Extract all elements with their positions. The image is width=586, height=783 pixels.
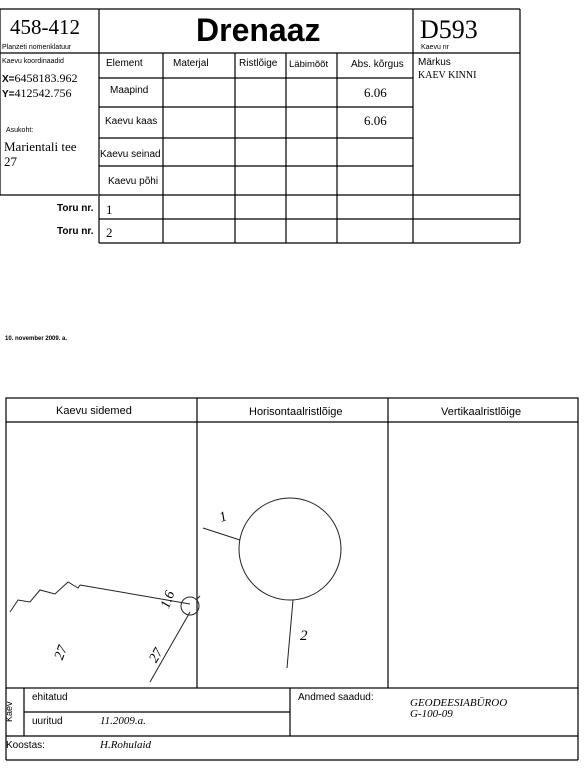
col-header-horizontal: Horisontaalristlõige bbox=[249, 406, 343, 418]
page-title: Drenaaz bbox=[196, 12, 321, 48]
location-line1: Marientali tee bbox=[4, 139, 77, 154]
location-label: Asukoht: bbox=[6, 127, 34, 134]
sketch-mark-pipe-2: 2 bbox=[300, 628, 308, 644]
remarks-label: Märkus bbox=[418, 57, 451, 68]
data-source-label: Andmed saadud: bbox=[298, 692, 374, 703]
col-header-connections: Kaevu sidemed bbox=[56, 405, 132, 417]
plan-code-label: Planzeti nomenklatuur bbox=[2, 44, 72, 51]
author-label: Koostas: bbox=[6, 740, 45, 751]
coordinate-y-value: 412542.756 bbox=[14, 86, 72, 100]
coordinate-y bbox=[2, 86, 72, 101]
well-code: D593 bbox=[420, 15, 478, 44]
coordinate-y-label: Y= bbox=[2, 89, 15, 100]
pipe-value-2: 2 bbox=[106, 225, 113, 240]
row-value-lid: 6.06 bbox=[364, 113, 387, 128]
pipe-label-1: Toru nr. bbox=[57, 203, 94, 214]
sketch-mark-27-a: 27 bbox=[146, 645, 167, 666]
remarks-value: KAEV KINNI bbox=[418, 70, 477, 81]
measured-value: 11.2009.a. bbox=[100, 715, 146, 727]
data-source-line1: GEODEESIABÜROO bbox=[410, 697, 508, 709]
built-label: ehitatud bbox=[32, 692, 68, 703]
header-diameter: Läbimõõt bbox=[289, 59, 329, 70]
footer-side-label: Kaev bbox=[4, 701, 14, 722]
sketch-mark-27-b: 27 bbox=[52, 643, 71, 662]
well-code-label: Kaevu nr bbox=[421, 44, 450, 51]
row-label-ground: Maapind bbox=[110, 85, 149, 96]
row-label-walls: Kaevu seinad bbox=[100, 149, 161, 160]
row-value-ground: 6.06 bbox=[364, 85, 387, 100]
location-line2: 27 bbox=[4, 154, 17, 169]
document-date: 10. november 2009. a. bbox=[5, 336, 68, 342]
coordinates-label: Kaevu koordinaadid bbox=[2, 58, 64, 65]
row-label-lid: Kaevu kaas bbox=[105, 116, 158, 127]
header-abs-height: Abs. kõrgus bbox=[351, 59, 404, 70]
sketch-mark-pipe-1: 1 bbox=[217, 509, 230, 526]
measured-label: uuritud bbox=[32, 716, 63, 727]
pipe-value-1: 1 bbox=[106, 202, 113, 217]
coordinate-x-value: 6458183.962 bbox=[14, 71, 78, 85]
sketch-mark-distance: 1.6 bbox=[158, 589, 179, 611]
col-header-vertical: Vertikaalristlõige bbox=[441, 406, 522, 418]
coordinate-x bbox=[2, 71, 78, 86]
header-cross-section: Ristlõige bbox=[239, 58, 278, 69]
header-material: Materjal bbox=[173, 58, 209, 69]
row-label-bottom: Kaevu põhi bbox=[108, 176, 159, 187]
header-element: Element bbox=[106, 58, 143, 69]
author-value: H.Rohulaid bbox=[100, 739, 152, 751]
pipe-label-2: Toru nr. bbox=[57, 226, 94, 237]
coordinate-x-label: X= bbox=[2, 74, 15, 85]
data-source-line2: G-100-09 bbox=[410, 708, 453, 720]
plan-code: 458-412 bbox=[10, 15, 80, 39]
